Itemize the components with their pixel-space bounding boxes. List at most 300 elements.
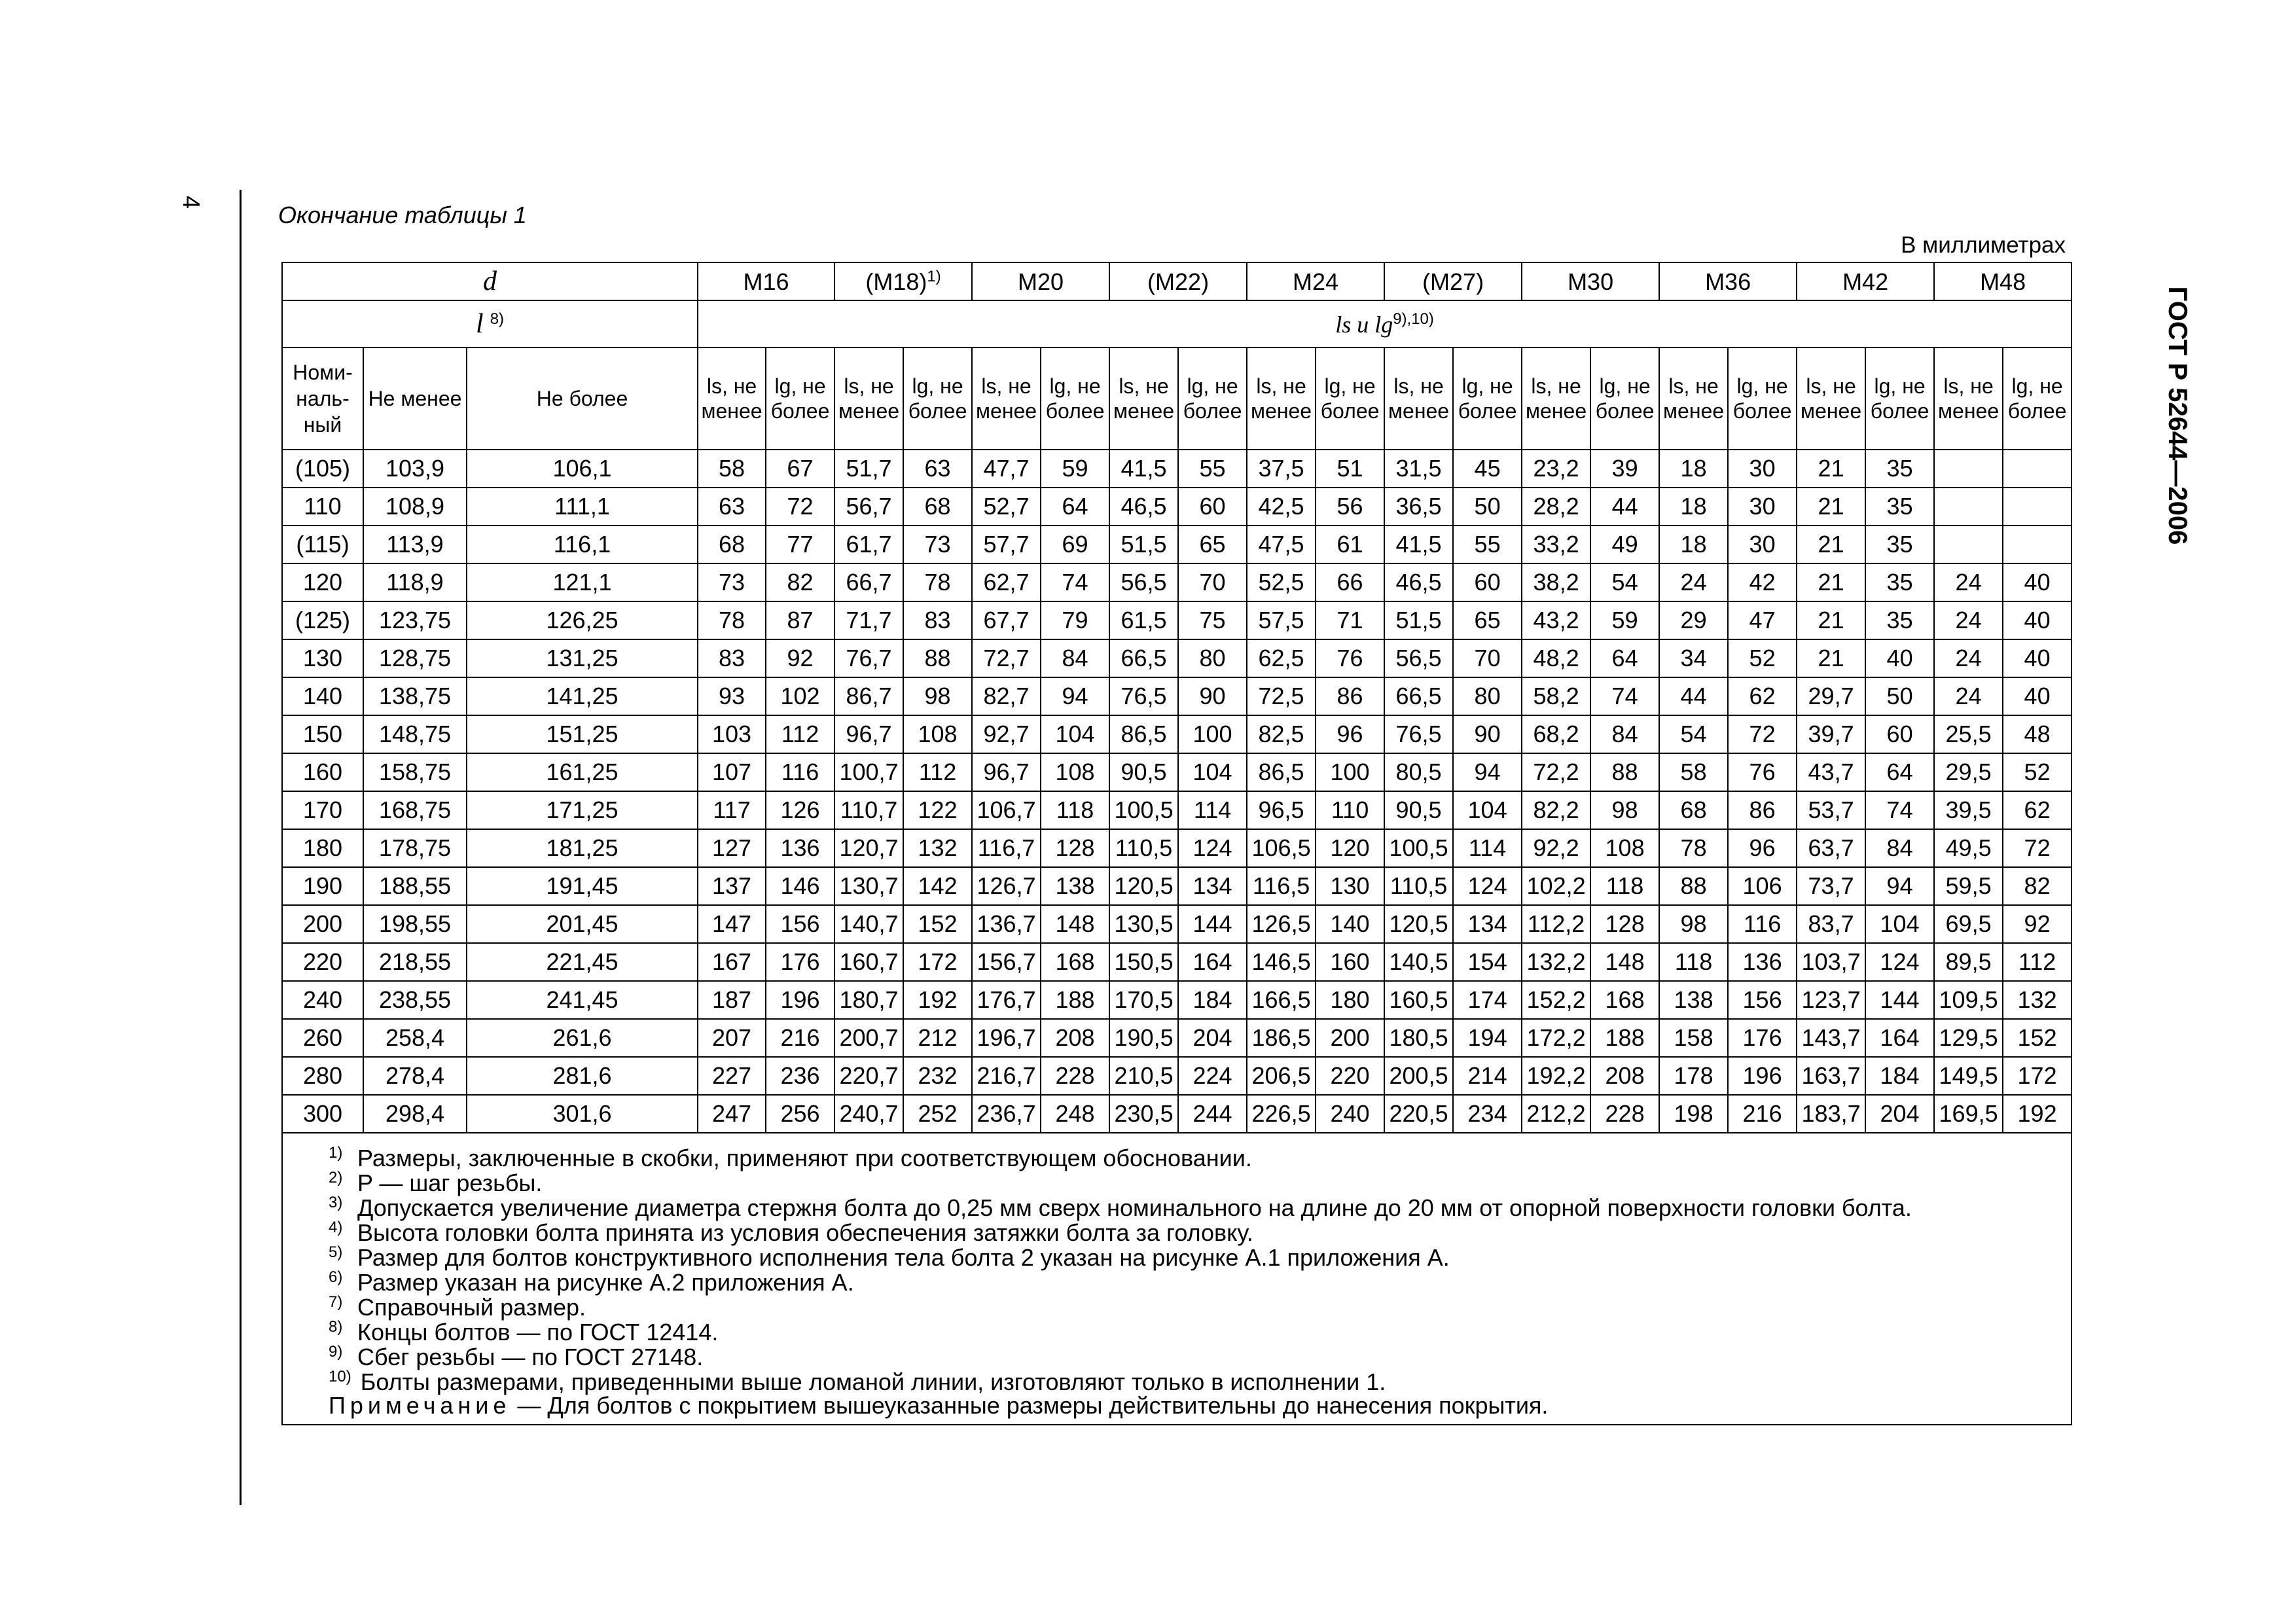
table-cell: 84 <box>1865 829 1934 867</box>
table-cell: 123,7 <box>1797 981 1865 1019</box>
table-cell: 134 <box>1453 905 1522 943</box>
size-header: M24 <box>1247 262 1384 300</box>
table-cell: 56,5 <box>1384 639 1453 677</box>
table-cell: 241,45 <box>467 981 698 1019</box>
table-cell: 86 <box>1316 677 1384 715</box>
page-number: 4 <box>178 195 206 209</box>
table-cell: 220,5 <box>1384 1095 1453 1133</box>
lg-max-header: lg, не более <box>1728 348 1797 450</box>
footnote: 9) Сбег резьбы — по ГОСТ 27148. <box>329 1343 704 1370</box>
table-cell: 240,7 <box>834 1095 903 1133</box>
table-cell: 260 <box>282 1019 363 1057</box>
table-cell: 134 <box>1178 867 1247 905</box>
table-cell: 51,7 <box>834 450 903 488</box>
table-cell: 167 <box>698 943 766 981</box>
table-cell: 104 <box>1453 791 1522 829</box>
table-cell: 42 <box>1728 563 1797 601</box>
table-cell: 50 <box>1453 488 1522 526</box>
table-cell: 256 <box>766 1095 834 1133</box>
table-cell: 76 <box>1728 753 1797 791</box>
table-cell: 35 <box>1865 450 1934 488</box>
table-cell: 118 <box>1590 867 1659 905</box>
lg-max-header: lg, не более <box>1178 348 1247 450</box>
table-cell: 49,5 <box>1934 829 2003 867</box>
table-cell: 72 <box>2003 829 2072 867</box>
table-cell: 192 <box>2003 1095 2072 1133</box>
table-cell: 187 <box>698 981 766 1019</box>
table-cell: 140 <box>282 677 363 715</box>
nominal-header: Номи-наль-ный <box>282 348 363 450</box>
header-row-limits <box>282 348 2072 450</box>
table-cell: 92 <box>2003 905 2072 943</box>
table-cell: 200 <box>282 905 363 943</box>
table-cell <box>1934 488 2003 526</box>
table-cell: 131,25 <box>467 639 698 677</box>
table-cell: 41,5 <box>1384 526 1453 563</box>
table-cell: 62,7 <box>972 563 1041 601</box>
table-cell: 35 <box>1865 563 1934 601</box>
table-cell: 51,5 <box>1109 526 1178 563</box>
table-cell: 192 <box>903 981 972 1019</box>
table-cell: 88 <box>903 639 972 677</box>
table-row <box>282 488 2072 526</box>
table-cell: 78 <box>698 601 766 639</box>
table-cell: 200,7 <box>834 1019 903 1057</box>
table-row <box>282 563 2072 601</box>
table-cell: 130 <box>1316 867 1384 905</box>
size-header: M42 <box>1797 262 1934 300</box>
table-cell: 200 <box>1316 1019 1384 1057</box>
table-cell: 140 <box>1316 905 1384 943</box>
lg-max-header: lg, не более <box>2003 348 2072 450</box>
table-cell: 127 <box>698 829 766 867</box>
table-cell: 136 <box>766 829 834 867</box>
table-cell: 68,2 <box>1522 715 1590 753</box>
table-cell: 92,7 <box>972 715 1041 753</box>
table-cell: 106,7 <box>972 791 1041 829</box>
table-cell: 201,45 <box>467 905 698 943</box>
table-cell: 140,5 <box>1384 943 1453 981</box>
table-cell: 24 <box>1934 563 2003 601</box>
table-cell: 94 <box>1041 677 1109 715</box>
table-cell: 152 <box>2003 1019 2072 1057</box>
table-cell: 40 <box>2003 639 2072 677</box>
table-cell: 59 <box>1041 450 1109 488</box>
table-cell: 82,2 <box>1522 791 1590 829</box>
table-cell: 188 <box>1041 981 1109 1019</box>
table-cell: 50 <box>1865 677 1934 715</box>
table-cell: 206,5 <box>1247 1057 1316 1095</box>
table-cell: 59 <box>1590 601 1659 639</box>
table-cell: 236,7 <box>972 1095 1041 1133</box>
size-header: M36 <box>1659 262 1797 300</box>
table-row <box>282 1095 2072 1133</box>
table-cell: 61 <box>1316 526 1384 563</box>
table-cell: 172 <box>903 943 972 981</box>
table-cell: 57,5 <box>1247 601 1316 639</box>
table-cell: 103,9 <box>363 450 467 488</box>
table-cell: 221,45 <box>467 943 698 981</box>
table-cell: 100 <box>1316 753 1384 791</box>
ls-min-header: ls, не менее <box>1384 348 1453 450</box>
table-cell: 160 <box>1316 943 1384 981</box>
table-cell: 191,45 <box>467 867 698 905</box>
table-cell: 88 <box>1659 867 1728 905</box>
table-cell: 252 <box>903 1095 972 1133</box>
size-header: (M22) <box>1109 262 1247 300</box>
table-cell: 261,6 <box>467 1019 698 1057</box>
table-cell: 74 <box>1865 791 1934 829</box>
table-cell: 89,5 <box>1934 943 2003 981</box>
table-cell: 102 <box>766 677 834 715</box>
table-cell: 54 <box>1659 715 1728 753</box>
table-cell: 87 <box>766 601 834 639</box>
table-cell: 280 <box>282 1057 363 1095</box>
table-cell: 63,7 <box>1797 829 1865 867</box>
footnote: 8) Концы болтов — по ГОСТ 12414. <box>329 1318 719 1346</box>
table-cell: 200,5 <box>1384 1057 1453 1095</box>
lg-max-header: lg, не более <box>1041 348 1109 450</box>
table-cell: 96,5 <box>1247 791 1316 829</box>
lg-max-header: lg, не более <box>1316 348 1384 450</box>
table-cell: 106,5 <box>1247 829 1316 867</box>
table-cell: 232 <box>903 1057 972 1095</box>
table-row <box>282 526 2072 563</box>
table-cell: (105) <box>282 450 363 488</box>
table-cell: 258,4 <box>363 1019 467 1057</box>
table-cell: (125) <box>282 601 363 639</box>
table-cell: 129,5 <box>1934 1019 2003 1057</box>
table-cell: 51,5 <box>1384 601 1453 639</box>
table-cell: 196,7 <box>972 1019 1041 1057</box>
table-cell: 43,7 <box>1797 753 1865 791</box>
table-cell: 68 <box>903 488 972 526</box>
table-cell: 94 <box>1453 753 1522 791</box>
table-cell: 114 <box>1178 791 1247 829</box>
table-cell: 116,1 <box>467 526 698 563</box>
table-cell: 116,5 <box>1247 867 1316 905</box>
table-cell: 29,5 <box>1934 753 2003 791</box>
table-cell: 116 <box>1728 905 1797 943</box>
table-cell: 45 <box>1453 450 1522 488</box>
table-cell: 33,2 <box>1522 526 1590 563</box>
table-cell: 130 <box>282 639 363 677</box>
table-cell: 82,5 <box>1247 715 1316 753</box>
table-cell: 106 <box>1728 867 1797 905</box>
table-cell: 66,7 <box>834 563 903 601</box>
table-row <box>282 677 2072 715</box>
table-cell: 180,5 <box>1384 1019 1453 1057</box>
margin-rule <box>240 190 242 1505</box>
table-cell: 64 <box>1590 639 1659 677</box>
footnote: 10) Болты размерами, приведенными выше ломаной линии, изготовляют только в исполнении 1. <box>329 1368 1386 1395</box>
table-cell: 216,7 <box>972 1057 1041 1095</box>
table-cell: 48,2 <box>1522 639 1590 677</box>
table-cell: 63 <box>698 488 766 526</box>
table-cell: 71 <box>1316 601 1384 639</box>
table-cell: 142 <box>903 867 972 905</box>
table-cell: 104 <box>1041 715 1109 753</box>
table-cell: 52,5 <box>1247 563 1316 601</box>
table-cell: 234 <box>1453 1095 1522 1133</box>
table-cell: 23,2 <box>1522 450 1590 488</box>
table-cell: 62,5 <box>1247 639 1316 677</box>
table-cell: 198,55 <box>363 905 467 943</box>
table-row <box>282 639 2072 677</box>
table-cell: 76 <box>1316 639 1384 677</box>
table-cell: 25,5 <box>1934 715 2003 753</box>
table-cell: 77 <box>766 526 834 563</box>
table-cell: 170,5 <box>1109 981 1178 1019</box>
table-cell: 192,2 <box>1522 1057 1590 1095</box>
table-cell: 118 <box>1041 791 1109 829</box>
table-cell: 100,5 <box>1109 791 1178 829</box>
table-cell: 66 <box>1316 563 1384 601</box>
table-cell: 96,7 <box>834 715 903 753</box>
table-cell: 80 <box>1453 677 1522 715</box>
table-cell: 188 <box>1590 1019 1659 1057</box>
table-cell: 52 <box>2003 753 2072 791</box>
table-cell: 90,5 <box>1109 753 1178 791</box>
table-cell: 281,6 <box>467 1057 698 1095</box>
table-cell: 164 <box>1178 943 1247 981</box>
table-cell: 69 <box>1041 526 1109 563</box>
table-cell: 41,5 <box>1109 450 1178 488</box>
table-cell: 64 <box>1865 753 1934 791</box>
table-cell: 132,2 <box>1522 943 1590 981</box>
table-cell: 143,7 <box>1797 1019 1865 1057</box>
table-cell: 88 <box>1590 753 1659 791</box>
footnotes-row <box>282 1133 2072 1425</box>
size-header: $(M18)^{1)}$ <box>834 262 972 300</box>
footnote: 3) Допускается увеличение диаметра стержня болта до 0,25 мм сверх номинального на длине до 20 мм от опорной поверхности головки болта. <box>329 1194 1912 1221</box>
table-cell: 180 <box>282 829 363 867</box>
table-cell: 168,75 <box>363 791 467 829</box>
table-cell: 60 <box>1453 563 1522 601</box>
table-cell: 104 <box>1178 753 1247 791</box>
lg-max-header: lg, не более <box>1590 348 1659 450</box>
table-cell: (115) <box>282 526 363 563</box>
table-cell: 82,7 <box>972 677 1041 715</box>
table-cell: 55 <box>1453 526 1522 563</box>
table-cell: 190,5 <box>1109 1019 1178 1057</box>
table-cell: 84 <box>1590 715 1659 753</box>
table-cell: 44 <box>1590 488 1659 526</box>
table-cell: 244 <box>1178 1095 1247 1133</box>
footnote: 6) Размер указан на рисунке А.2 приложения А. <box>329 1268 854 1296</box>
table-cell: 220 <box>282 943 363 981</box>
table-cell: 72 <box>1728 715 1797 753</box>
table-cell: 86,5 <box>1109 715 1178 753</box>
table-cell: 300 <box>282 1095 363 1133</box>
table-cell: 73 <box>698 563 766 601</box>
lg-max-header: lg, не более <box>1453 348 1522 450</box>
table-row <box>282 943 2072 981</box>
table-cell: 120,5 <box>1109 867 1178 905</box>
table-cell: 93 <box>698 677 766 715</box>
table-cell: 148 <box>1041 905 1109 943</box>
table-cell: 66,5 <box>1109 639 1178 677</box>
table-cell: 132 <box>903 829 972 867</box>
table-cell: 117 <box>698 791 766 829</box>
table-cell: 196 <box>766 981 834 1019</box>
table-cell: 86,5 <box>1247 753 1316 791</box>
table-cell: 82 <box>766 563 834 601</box>
table-cell: 230,5 <box>1109 1095 1178 1133</box>
table-cell: 196 <box>1728 1057 1797 1095</box>
table-cell: 69,5 <box>1934 905 2003 943</box>
table-cell: 24 <box>1659 563 1728 601</box>
table-cell: 124 <box>1865 943 1934 981</box>
table-cell: 184 <box>1865 1057 1934 1095</box>
table-cell: 43,2 <box>1522 601 1590 639</box>
table-cell: 79 <box>1041 601 1109 639</box>
table-cell: 72 <box>766 488 834 526</box>
table-cell: 194 <box>1453 1019 1522 1057</box>
table-cell: 37,5 <box>1247 450 1316 488</box>
table-cell: 110,5 <box>1109 829 1178 867</box>
table-cell: 96 <box>1728 829 1797 867</box>
table-cell: 170 <box>282 791 363 829</box>
table-cell: 76,5 <box>1384 715 1453 753</box>
table-cell: 111,1 <box>467 488 698 526</box>
table-row <box>282 867 2072 905</box>
lg-max-header: lg, не более <box>1865 348 1934 450</box>
table-cell: 110,5 <box>1384 867 1453 905</box>
size-header: M48 <box>1934 262 2072 300</box>
table-cell: 168 <box>1590 981 1659 1019</box>
table-cell: 100 <box>1178 715 1247 753</box>
table-cell: 186,5 <box>1247 1019 1316 1057</box>
table-cell: 110 <box>282 488 363 526</box>
table-cell: 128 <box>1590 905 1659 943</box>
table-cell: 108 <box>1590 829 1659 867</box>
table-cell: 136 <box>1728 943 1797 981</box>
table-caption: Окончание таблицы 1 <box>278 202 527 228</box>
table-cell: 36,5 <box>1384 488 1453 526</box>
max-header: Не более <box>467 348 698 450</box>
table-cell: 113,9 <box>363 526 467 563</box>
table-cell: 163,7 <box>1797 1057 1865 1095</box>
table-cell: 188,55 <box>363 867 467 905</box>
table-cell: 301,6 <box>467 1095 698 1133</box>
table-cell: 238,55 <box>363 981 467 1019</box>
table-cell: 60 <box>1865 715 1934 753</box>
table-cell: 152,2 <box>1522 981 1590 1019</box>
table-cell: 83 <box>903 601 972 639</box>
table-cell: 40 <box>2003 601 2072 639</box>
table-cell: 29,7 <box>1797 677 1865 715</box>
table-cell: 47,7 <box>972 450 1041 488</box>
table-cell: 84 <box>1041 639 1109 677</box>
table-cell: 21 <box>1797 639 1865 677</box>
table-cell: 124 <box>1178 829 1247 867</box>
table-cell: 83,7 <box>1797 905 1865 943</box>
table-cell: 128,75 <box>363 639 467 677</box>
table-cell: 150 <box>282 715 363 753</box>
table-cell: 56 <box>1316 488 1384 526</box>
table-cell: 107 <box>698 753 766 791</box>
table-cell: 156 <box>766 905 834 943</box>
table-cell: 116,7 <box>972 829 1041 867</box>
table-cell: 132 <box>2003 981 2072 1019</box>
footnote: 2) P — шаг резьбы. <box>329 1169 543 1196</box>
table-cell: 158,75 <box>363 753 467 791</box>
header-row-lengths <box>282 300 2072 348</box>
table-cell: 138 <box>1659 981 1728 1019</box>
table-cell: 178 <box>1659 1057 1728 1095</box>
ls-min-header: ls, не менее <box>834 348 903 450</box>
table-cell: 44 <box>1659 677 1728 715</box>
table-cell: 86,7 <box>834 677 903 715</box>
table-cell: 228 <box>1590 1095 1659 1133</box>
ls-min-header: ls, не менее <box>1247 348 1316 450</box>
ls-min-header: ls, не менее <box>1522 348 1590 450</box>
table-cell: 184 <box>1178 981 1247 1019</box>
table-cell: 21 <box>1797 526 1865 563</box>
table-cell: 124 <box>1453 867 1522 905</box>
table-cell: 164 <box>1865 1019 1934 1057</box>
table-cell: 75 <box>1178 601 1247 639</box>
table-cell: 156,7 <box>972 943 1041 981</box>
ls-min-header: ls, не менее <box>1109 348 1178 450</box>
table-cell: 180 <box>1316 981 1384 1019</box>
table-cell: 90,5 <box>1384 791 1453 829</box>
table-cell: 152 <box>903 905 972 943</box>
table-cell: 106,1 <box>467 450 698 488</box>
table-cell <box>2003 450 2072 488</box>
table-cell: 141,25 <box>467 677 698 715</box>
table-cell: 212 <box>903 1019 972 1057</box>
table-cell: 112 <box>766 715 834 753</box>
table-cell: 178,75 <box>363 829 467 867</box>
table-cell: 47 <box>1728 601 1797 639</box>
table-cell: 28,2 <box>1522 488 1590 526</box>
table-cell: 62 <box>2003 791 2072 829</box>
table-cell: 226,5 <box>1247 1095 1316 1133</box>
table-cell: 138,75 <box>363 677 467 715</box>
table-row <box>282 981 2072 1019</box>
table-cell: 59,5 <box>1934 867 2003 905</box>
table-cell: 126,7 <box>972 867 1041 905</box>
table-cell: 146,5 <box>1247 943 1316 981</box>
table-cell: 137 <box>698 867 766 905</box>
table-cell: 108,9 <box>363 488 467 526</box>
table-cell: 120,7 <box>834 829 903 867</box>
ls-min-header: ls, не менее <box>1659 348 1728 450</box>
table-cell: 96 <box>1316 715 1384 753</box>
table-cell: 90 <box>1453 715 1522 753</box>
table-row <box>282 791 2072 829</box>
table-cell: 114 <box>1453 829 1522 867</box>
table-cell: 181,25 <box>467 829 698 867</box>
table-cell: 108 <box>1041 753 1109 791</box>
table-cell: 21 <box>1797 563 1865 601</box>
table-row <box>282 715 2072 753</box>
table-cell: 210,5 <box>1109 1057 1178 1095</box>
lg-max-header: lg, не более <box>903 348 972 450</box>
table-cell: 70 <box>1453 639 1522 677</box>
table-cell: 171,25 <box>467 791 698 829</box>
header-row-sizes <box>282 262 2072 300</box>
table-cell: 46,5 <box>1384 563 1453 601</box>
table-cell: 136,7 <box>972 905 1041 943</box>
table-cell: 72,5 <box>1247 677 1316 715</box>
table-cell: 71,7 <box>834 601 903 639</box>
table-cell: 144 <box>1178 905 1247 943</box>
table-cell: 18 <box>1659 526 1728 563</box>
table-cell: 48 <box>2003 715 2072 753</box>
